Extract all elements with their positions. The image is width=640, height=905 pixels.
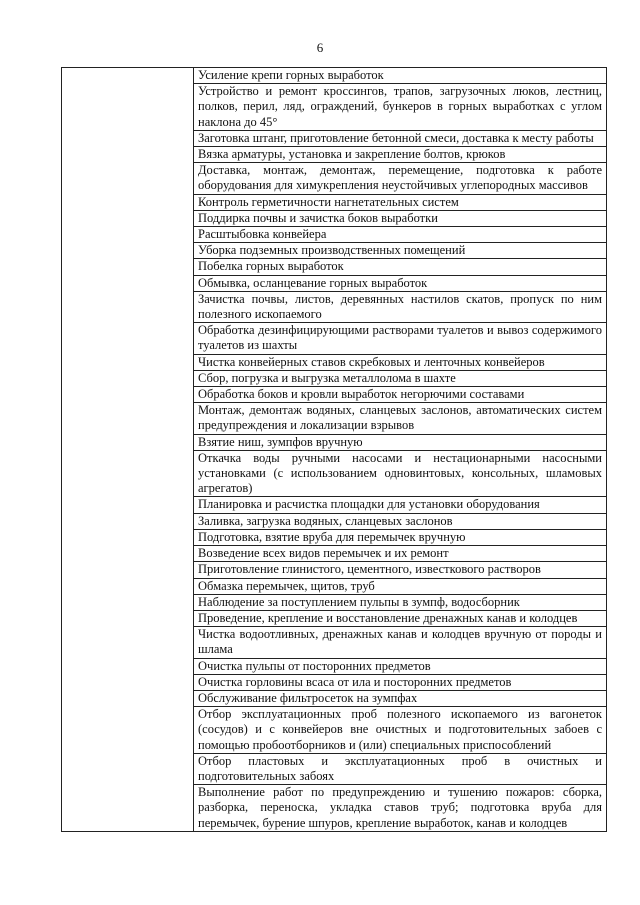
work-description-cell: Обработка боков и кровли выработок негорючими составами — [194, 387, 607, 403]
work-description-cell: Откачка воды ручными насосами и нестационарными насосными установками (с использованием одновинтовых, консольных, шламовых агрегатов) — [194, 450, 607, 497]
work-description-cell: Возведение всех видов перемычек и их ремонт — [194, 546, 607, 562]
work-description-cell: Очистка пульпы от посторонних предметов — [194, 658, 607, 674]
work-description-cell: Чистка конвейерных ставов скребковых и ленточных конвейеров — [194, 354, 607, 370]
work-description-cell: Чистка водоотливных, дренажных канав и колодцев вручную от породы и шлама — [194, 627, 607, 658]
work-description-cell: Обработка дезинфицирующими растворами туалетов и вывоз содержимого туалетов из шахты — [194, 323, 607, 354]
work-description-cell: Обмазка перемычек, щитов, труб — [194, 578, 607, 594]
work-description-cell: Отбор эксплуатационных проб полезного ископаемого из вагонеток (сосудов) и с конвейеров вне очистных и подготовительных забоев с помощью пробоотборников и (или) специальных приспособлений — [194, 707, 607, 754]
work-description-cell: Наблюдение за поступлением пульпы в зумпф, водосборник — [194, 594, 607, 610]
table-body — [62, 68, 607, 832]
work-description-cell: Устройство и ремонт кроссингов, трапов, загрузочных люков, лестниц, полков, перил, ляд, ограждений, бункеров в горных выработках с углом наклона до 45° — [194, 84, 607, 131]
work-description-cell: Зачистка почвы, листов, деревянных настилов скатов, пропуск по ним полезного ископаемого — [194, 291, 607, 322]
work-description-cell: Расштыбовка конвейера — [194, 227, 607, 243]
work-description-cell: Выполнение работ по предупреждению и тушению пожаров: сборка, разборка, переноска, укладка ставов труб; подготовка вруба для перемычек, бурение шпуров, крепление выработок, канав и колодцев — [194, 785, 607, 832]
work-description-cell: Вязка арматуры, установка и закрепление болтов, крюков — [194, 147, 607, 163]
work-types-table — [61, 67, 607, 832]
work-description-cell: Поддирка почвы и зачистка боков выработки — [194, 210, 607, 226]
work-description-cell: Усиление крепи горных выработок — [194, 68, 607, 84]
work-description-cell: Заготовка штанг, приготовление бетонной смеси, доставка к месту работы — [194, 130, 607, 146]
work-description-cell: Сбор, погрузка и выгрузка металлолома в шахте — [194, 370, 607, 386]
work-description-cell: Обмывка, осланцевание горных выработок — [194, 275, 607, 291]
work-description-cell: Монтаж, демонтаж водяных, сланцевых заслонов, автоматических систем предупреждения и локализации взрывов — [194, 403, 607, 434]
work-description-cell: Отбор пластовых и эксплуатационных проб в очистных и подготовительных забоях — [194, 753, 607, 784]
work-description-cell: Заливка, загрузка водяных, сланцевых заслонов — [194, 513, 607, 529]
work-description-cell: Приготовление глинистого, цементного, известкового растворов — [194, 562, 607, 578]
work-description-cell: Подготовка, взятие вруба для перемычек вручную — [194, 529, 607, 545]
work-description-cell: Побелка горных выработок — [194, 259, 607, 275]
work-description-cell: Контроль герметичности нагнетательных систем — [194, 194, 607, 210]
empty-left-column-cell — [62, 68, 194, 832]
work-description-cell: Проведение, крепление и восстановление дренажных канав и колодцев — [194, 610, 607, 626]
work-description-cell: Доставка, монтаж, демонтаж, перемещение, подготовка к работе оборудования для химукрепления неустойчивых углепородных массивов — [194, 163, 607, 194]
work-description-cell: Очистка горловины всаса от ила и посторонних предметов — [194, 674, 607, 690]
work-description-cell: Взятие ниш, зумпфов вручную — [194, 434, 607, 450]
work-description-cell: Уборка подземных производственных помещений — [194, 243, 607, 259]
work-description-cell: Планировка и расчистка площадки для установки оборудования — [194, 497, 607, 513]
table-row — [62, 68, 607, 84]
work-description-cell: Обслуживание фильтросеток на зумпфах — [194, 690, 607, 706]
page-number: 6 — [316, 40, 324, 55]
